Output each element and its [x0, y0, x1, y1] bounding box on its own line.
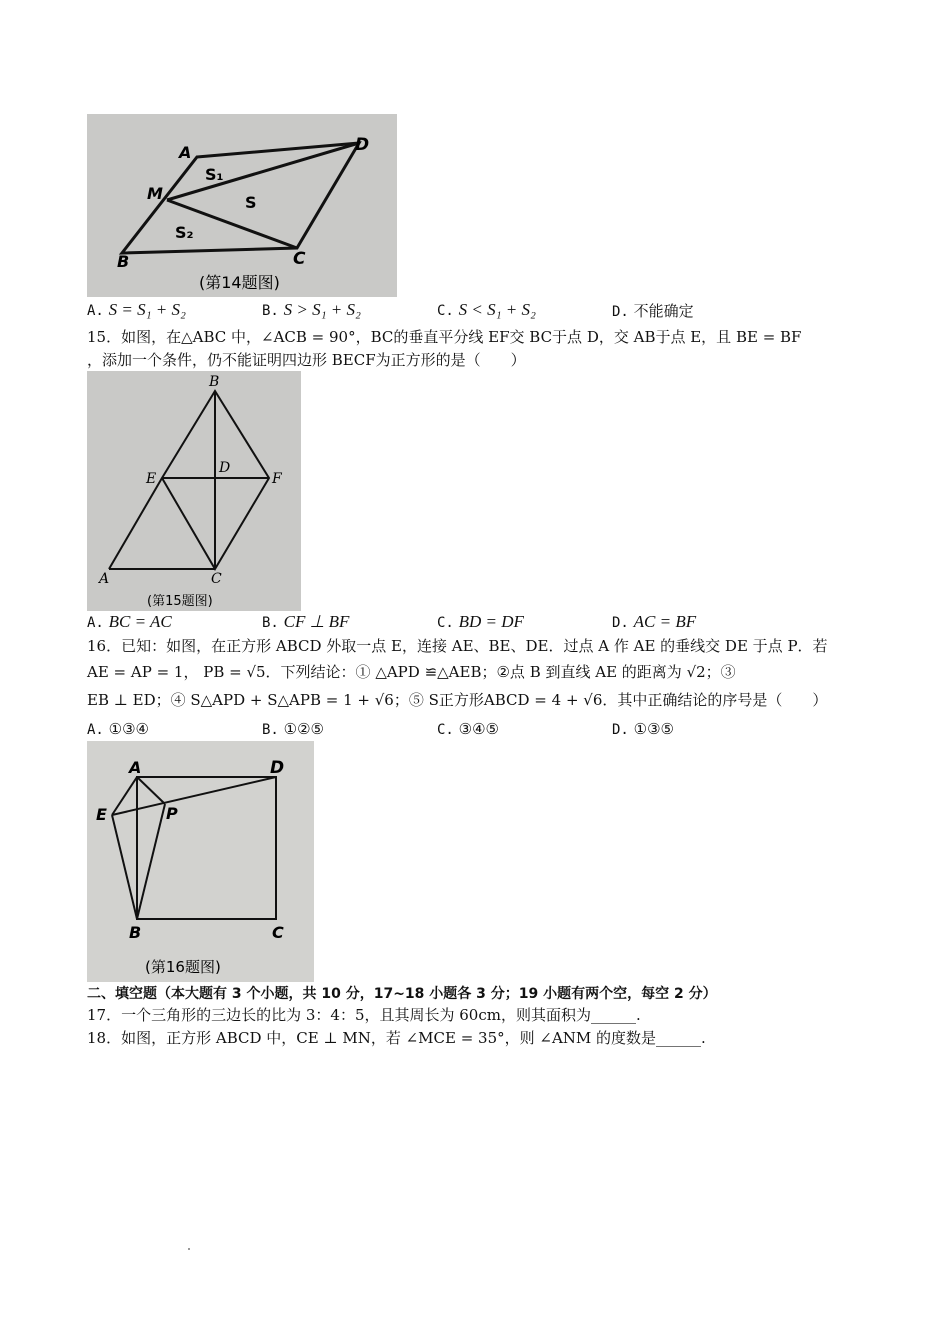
label-c: C: [293, 249, 306, 269]
caption-16: (第16题图): [145, 958, 221, 976]
segment-ap: [137, 777, 165, 804]
label-e: E: [146, 471, 157, 487]
option-label: D.: [612, 304, 629, 320]
option-text: 不能确定: [633, 302, 694, 320]
figure-16: [87, 741, 314, 982]
label-d: D: [270, 758, 285, 778]
label-c: C: [272, 923, 284, 942]
segment-be: [112, 815, 137, 919]
option-text: S > S₁ + S₂: [283, 300, 361, 319]
q14-option-c: [437, 300, 536, 320]
option-label: A.: [87, 722, 104, 738]
option-label: A.: [87, 303, 104, 319]
option-text: CF ⊥ BF: [283, 612, 350, 631]
q14-option-b: [262, 300, 361, 320]
caption-14: (第14题图): [199, 273, 280, 292]
label-c: C: [211, 571, 222, 587]
label-b: B: [117, 252, 130, 271]
label-b: B: [129, 923, 142, 942]
option-label: D.: [612, 722, 629, 738]
option-label: C.: [437, 722, 454, 738]
label-d: D: [219, 460, 231, 476]
option-label: D.: [612, 615, 629, 631]
label-p: P: [166, 804, 178, 823]
segment-bp: [137, 804, 165, 919]
q17-text: 17．一个三角形的三边长的比为 3：4：5，且其周长为 60cm，则其面积为______.: [87, 1006, 641, 1024]
q15-option-a: [87, 612, 172, 632]
option-text: ①②⑤: [283, 720, 324, 738]
q16-stem-line1: 16．已知：如图，在正方形 ABCD 外取一点 E，连接 AE、BE、DE．过点 A 作 AE 的垂线交 DE 于点 P．若: [87, 637, 828, 655]
q16-option-c: [437, 720, 499, 738]
label-s1: S₁: [205, 165, 224, 184]
label-a: A: [129, 758, 142, 777]
q15-option-c: [437, 612, 524, 632]
section-2-heading: 二、填空题（本大题有 3 个小题，共 10 分，17~18 小题各 3 分；19 小题有两个空，每空 2 分）: [87, 986, 717, 1002]
option-text: ③④⑤: [458, 720, 499, 738]
figure-15: [87, 371, 301, 611]
q14-option-d: [612, 300, 694, 321]
option-text: S < S₁ + S₂: [458, 300, 536, 319]
q16-option-b: [262, 720, 324, 738]
q16-option-a: [87, 720, 149, 738]
label-a: A: [99, 571, 110, 587]
option-text: BD = DF: [458, 612, 524, 631]
q14-option-a: [87, 300, 186, 320]
label-e: E: [96, 805, 107, 824]
option-label: B.: [262, 615, 279, 631]
option-label: C.: [437, 615, 454, 631]
q15-stem-line2: ，添加一个条件，仍不能证明四边形 BECF为正方形的是（ ）: [87, 351, 526, 369]
label-f: F: [272, 471, 282, 487]
option-text: BC = AC: [108, 612, 172, 631]
option-text: S = S₁ + S₂: [108, 300, 186, 319]
label-d: D: [355, 135, 370, 155]
q16-stem-line3: EB ⊥ ED；④ S△APD + S△APB = 1 + √6；⑤ S正方形ABCD = 4 + √6．其中正确结论的序号是（ ）: [87, 691, 828, 709]
label-b: B: [209, 374, 220, 390]
label-a: A: [179, 143, 192, 162]
caption-15: (第15题图): [147, 594, 213, 609]
option-label: B.: [262, 722, 279, 738]
q16-stem-line2: AE = AP = 1， PB = √5．下列结论：① △APD ≌△AEB；②点 B 到直线 AE 的距离为 √2；③: [87, 663, 736, 681]
q18-text: 18．如图，正方形 ABCD 中，CE ⊥ MN，若 ∠MCE = 35°，则 ∠ANM 的度数是______.: [87, 1029, 706, 1047]
option-text: ①③④: [108, 720, 149, 738]
option-label: B.: [262, 303, 279, 319]
label-s2: S₂: [175, 223, 194, 242]
option-text: ①③⑤: [633, 720, 674, 738]
segment-ae: [109, 478, 162, 569]
option-label: C.: [437, 303, 454, 319]
label-s: S: [245, 193, 257, 212]
option-text: AC = BF: [633, 612, 697, 631]
q15-option-b: [262, 612, 349, 632]
q16-option-d: [612, 720, 674, 738]
figure-14: [87, 114, 397, 297]
page-speck: [188, 1248, 190, 1250]
option-label: A.: [87, 615, 104, 631]
q15-stem-line1: 15．如图，在△ABC 中，∠ACB = 90°，BC的垂直平分线 EF交 BC于点 D，交 AB于点 E，且 BE = BF: [87, 328, 802, 346]
q15-option-d: [612, 612, 696, 632]
label-m: M: [147, 184, 163, 203]
